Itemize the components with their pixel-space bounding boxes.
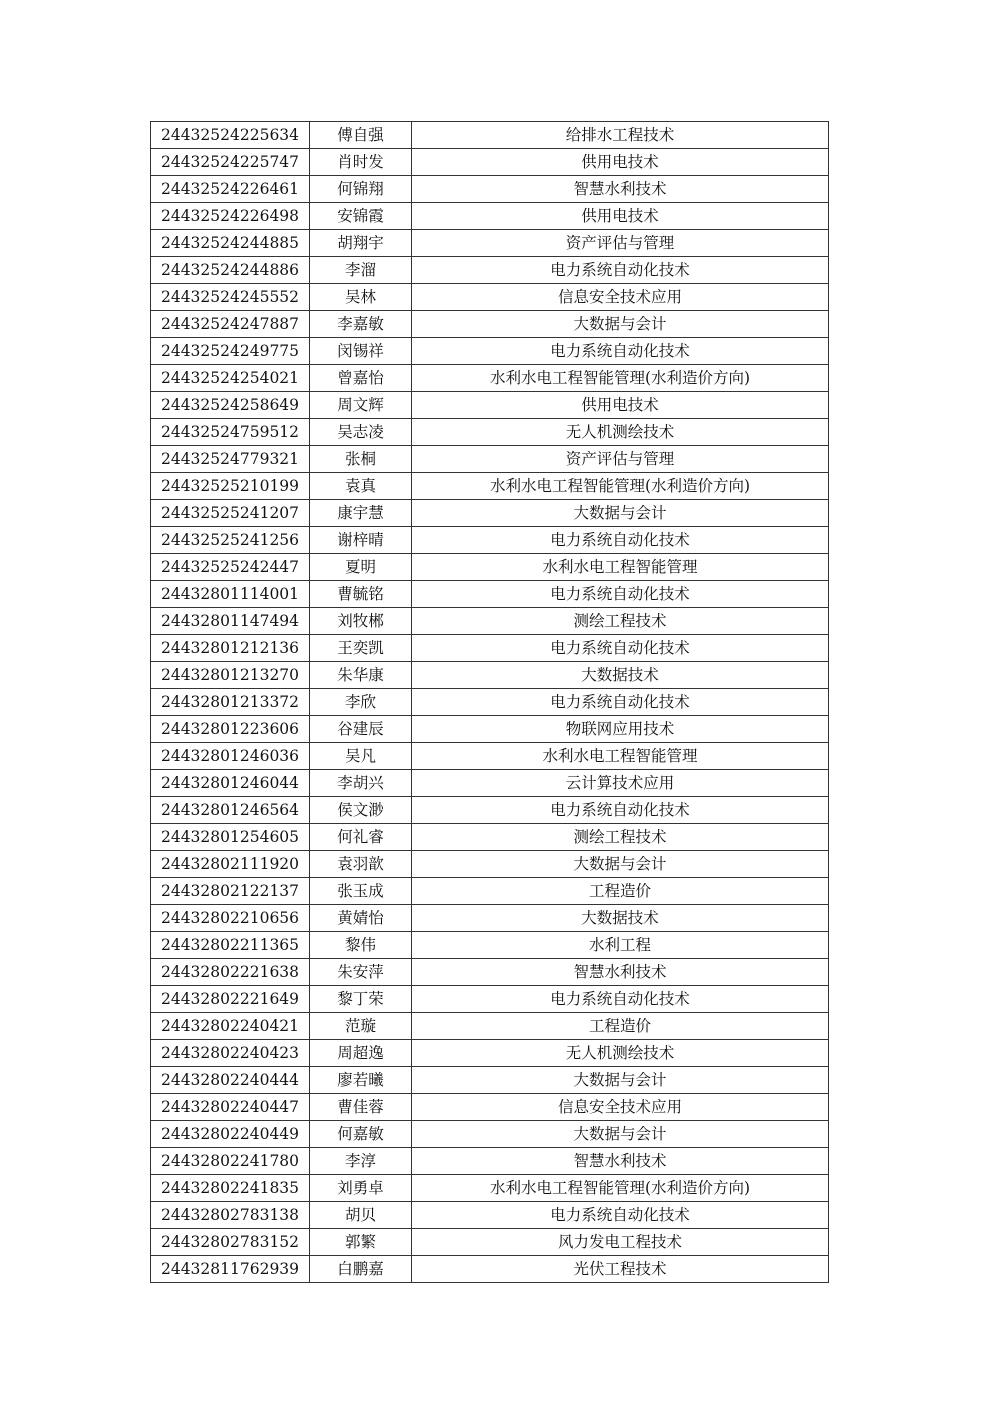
major-cell: 智慧水利技术 [412,959,829,986]
student-name-cell: 黎伟 [310,932,412,959]
student-id-cell: 24432801246036 [151,743,310,770]
student-name-cell: 王奕凯 [310,635,412,662]
student-id-cell: 24432524226461 [151,176,310,203]
major-cell: 大数据与会计 [412,500,829,527]
major-cell: 给排水工程技术 [412,122,829,149]
student-id-cell: 24432802240421 [151,1013,310,1040]
major-cell: 供用电技术 [412,149,829,176]
student-id-cell: 24432801213372 [151,689,310,716]
student-id-cell: 24432802241835 [151,1175,310,1202]
student-name-cell: 胡翔宇 [310,230,412,257]
student-id-cell: 24432525241207 [151,500,310,527]
student-name-cell: 胡贝 [310,1202,412,1229]
student-name-cell: 李欣 [310,689,412,716]
major-cell: 电力系统自动化技术 [412,257,829,284]
table-row [151,797,829,824]
major-cell: 大数据技术 [412,905,829,932]
major-cell: 水利水电工程智能管理(水利造价方向) [412,473,829,500]
table-row [151,824,829,851]
table-row [151,1229,829,1256]
student-id-cell: 24432524244886 [151,257,310,284]
student-name-cell: 黎丁荣 [310,986,412,1013]
major-cell: 测绘工程技术 [412,824,829,851]
major-cell: 供用电技术 [412,203,829,230]
student-id-cell: 24432524254021 [151,365,310,392]
student-name-cell: 何礼睿 [310,824,412,851]
major-cell: 大数据与会计 [412,1121,829,1148]
major-cell: 信息安全技术应用 [412,1094,829,1121]
table-row [151,149,829,176]
table-row [151,122,829,149]
student-id-cell: 24432802221638 [151,959,310,986]
student-id-cell: 24432524225634 [151,122,310,149]
major-cell: 智慧水利技术 [412,1148,829,1175]
table-row [151,500,829,527]
table-row [151,311,829,338]
student-roster-table [150,121,829,1283]
student-name-cell: 曾嘉怡 [310,365,412,392]
major-cell: 工程造价 [412,878,829,905]
major-cell: 光伏工程技术 [412,1256,829,1283]
student-id-cell: 24432801114001 [151,581,310,608]
major-cell: 大数据与会计 [412,851,829,878]
major-cell: 测绘工程技术 [412,608,829,635]
student-name-cell: 朱华康 [310,662,412,689]
student-id-cell: 24432802783152 [151,1229,310,1256]
major-cell: 大数据技术 [412,662,829,689]
student-id-cell: 24432801212136 [151,635,310,662]
student-id-cell: 24432525241256 [151,527,310,554]
table-row [151,878,829,905]
student-name-cell: 白鹏嘉 [310,1256,412,1283]
table-row [151,905,829,932]
student-name-cell: 康宇慧 [310,500,412,527]
table-row [151,743,829,770]
roster-body [151,122,829,1283]
student-id-cell: 24432811762939 [151,1256,310,1283]
student-id-cell: 24432801246044 [151,770,310,797]
major-cell: 水利水电工程智能管理 [412,743,829,770]
student-name-cell: 袁羽歆 [310,851,412,878]
major-cell: 无人机测绘技术 [412,1040,829,1067]
student-name-cell: 曹佳蓉 [310,1094,412,1121]
table-row [151,959,829,986]
student-name-cell: 李嘉敏 [310,311,412,338]
student-id-cell: 24432524245552 [151,284,310,311]
student-id-cell: 24432801213270 [151,662,310,689]
table-row [151,527,829,554]
student-id-cell: 24432802783138 [151,1202,310,1229]
major-cell: 电力系统自动化技术 [412,527,829,554]
student-name-cell: 朱安萍 [310,959,412,986]
major-cell: 云计算技术应用 [412,770,829,797]
table-row [151,1094,829,1121]
table-row [151,1067,829,1094]
student-name-cell: 刘牧郴 [310,608,412,635]
table-row [151,1040,829,1067]
table-row [151,608,829,635]
table-row [151,554,829,581]
student-name-cell: 谷建辰 [310,716,412,743]
major-cell: 电力系统自动化技术 [412,581,829,608]
student-id-cell: 24432802111920 [151,851,310,878]
major-cell: 电力系统自动化技术 [412,1202,829,1229]
major-cell: 信息安全技术应用 [412,284,829,311]
table-row [151,1148,829,1175]
student-name-cell: 吴志凌 [310,419,412,446]
table-row [151,1256,829,1283]
student-id-cell: 24432802210656 [151,905,310,932]
student-name-cell: 李淳 [310,1148,412,1175]
major-cell: 风力发电工程技术 [412,1229,829,1256]
major-cell: 物联网应用技术 [412,716,829,743]
major-cell: 工程造价 [412,1013,829,1040]
table-row [151,473,829,500]
major-cell: 水利水电工程智能管理(水利造价方向) [412,1175,829,1202]
table-row [151,392,829,419]
table-row [151,689,829,716]
table-row [151,365,829,392]
student-id-cell: 24432802122137 [151,878,310,905]
major-cell: 无人机测绘技术 [412,419,829,446]
student-id-cell: 24432525242447 [151,554,310,581]
major-cell: 大数据与会计 [412,1067,829,1094]
major-cell: 电力系统自动化技术 [412,797,829,824]
student-name-cell: 黄婧怡 [310,905,412,932]
student-name-cell: 刘勇卓 [310,1175,412,1202]
student-id-cell: 24432524226498 [151,203,310,230]
student-name-cell: 周文辉 [310,392,412,419]
table-row [151,1121,829,1148]
student-id-cell: 24432524779321 [151,446,310,473]
table-row [151,716,829,743]
table-row [151,1175,829,1202]
table-row [151,932,829,959]
student-id-cell: 24432524249775 [151,338,310,365]
table-row [151,770,829,797]
student-name-cell: 吴凡 [310,743,412,770]
table-row [151,203,829,230]
student-id-cell: 24432524258649 [151,392,310,419]
table-row [151,338,829,365]
student-name-cell: 郭繁 [310,1229,412,1256]
table-row [151,851,829,878]
student-name-cell: 李溜 [310,257,412,284]
student-id-cell: 24432525210199 [151,473,310,500]
student-id-cell: 24432801246564 [151,797,310,824]
student-id-cell: 24432802241780 [151,1148,310,1175]
table-row [151,257,829,284]
student-name-cell: 肖时发 [310,149,412,176]
student-id-cell: 24432802240423 [151,1040,310,1067]
table-row [151,662,829,689]
student-name-cell: 侯文渺 [310,797,412,824]
table-row [151,1202,829,1229]
major-cell: 资产评估与管理 [412,446,829,473]
major-cell: 资产评估与管理 [412,230,829,257]
student-name-cell: 袁真 [310,473,412,500]
major-cell: 大数据与会计 [412,311,829,338]
student-name-cell: 张玉成 [310,878,412,905]
table-row [151,284,829,311]
student-name-cell: 范璇 [310,1013,412,1040]
student-id-cell: 24432524244885 [151,230,310,257]
major-cell: 水利水电工程智能管理(水利造价方向) [412,365,829,392]
student-id-cell: 24432802221649 [151,986,310,1013]
student-id-cell: 24432802240444 [151,1067,310,1094]
major-cell: 电力系统自动化技术 [412,689,829,716]
student-name-cell: 曹毓铭 [310,581,412,608]
student-name-cell: 廖若曦 [310,1067,412,1094]
student-id-cell: 24432801223606 [151,716,310,743]
student-name-cell: 何锦翔 [310,176,412,203]
student-name-cell: 周超逸 [310,1040,412,1067]
student-name-cell: 张桐 [310,446,412,473]
major-cell: 供用电技术 [412,392,829,419]
table-row [151,635,829,662]
student-name-cell: 闵锡祥 [310,338,412,365]
student-id-cell: 24432802240449 [151,1121,310,1148]
student-name-cell: 傅自强 [310,122,412,149]
major-cell: 电力系统自动化技术 [412,986,829,1013]
major-cell: 智慧水利技术 [412,176,829,203]
student-name-cell: 夏明 [310,554,412,581]
student-name-cell: 吴林 [310,284,412,311]
table-row [151,176,829,203]
student-id-cell: 24432802211365 [151,932,310,959]
student-id-cell: 24432802240447 [151,1094,310,1121]
major-cell: 电力系统自动化技术 [412,635,829,662]
student-id-cell: 24432524225747 [151,149,310,176]
student-id-cell: 24432524247887 [151,311,310,338]
table-row [151,419,829,446]
table-row [151,446,829,473]
major-cell: 水利工程 [412,932,829,959]
student-name-cell: 李胡兴 [310,770,412,797]
student-id-cell: 24432524759512 [151,419,310,446]
table-row [151,581,829,608]
student-id-cell: 24432801254605 [151,824,310,851]
student-id-cell: 24432801147494 [151,608,310,635]
major-cell: 电力系统自动化技术 [412,338,829,365]
student-name-cell: 何嘉敏 [310,1121,412,1148]
table-row [151,986,829,1013]
student-name-cell: 谢梓晴 [310,527,412,554]
table-row [151,1013,829,1040]
student-name-cell: 安锦霞 [310,203,412,230]
major-cell: 水利水电工程智能管理 [412,554,829,581]
table-row [151,230,829,257]
